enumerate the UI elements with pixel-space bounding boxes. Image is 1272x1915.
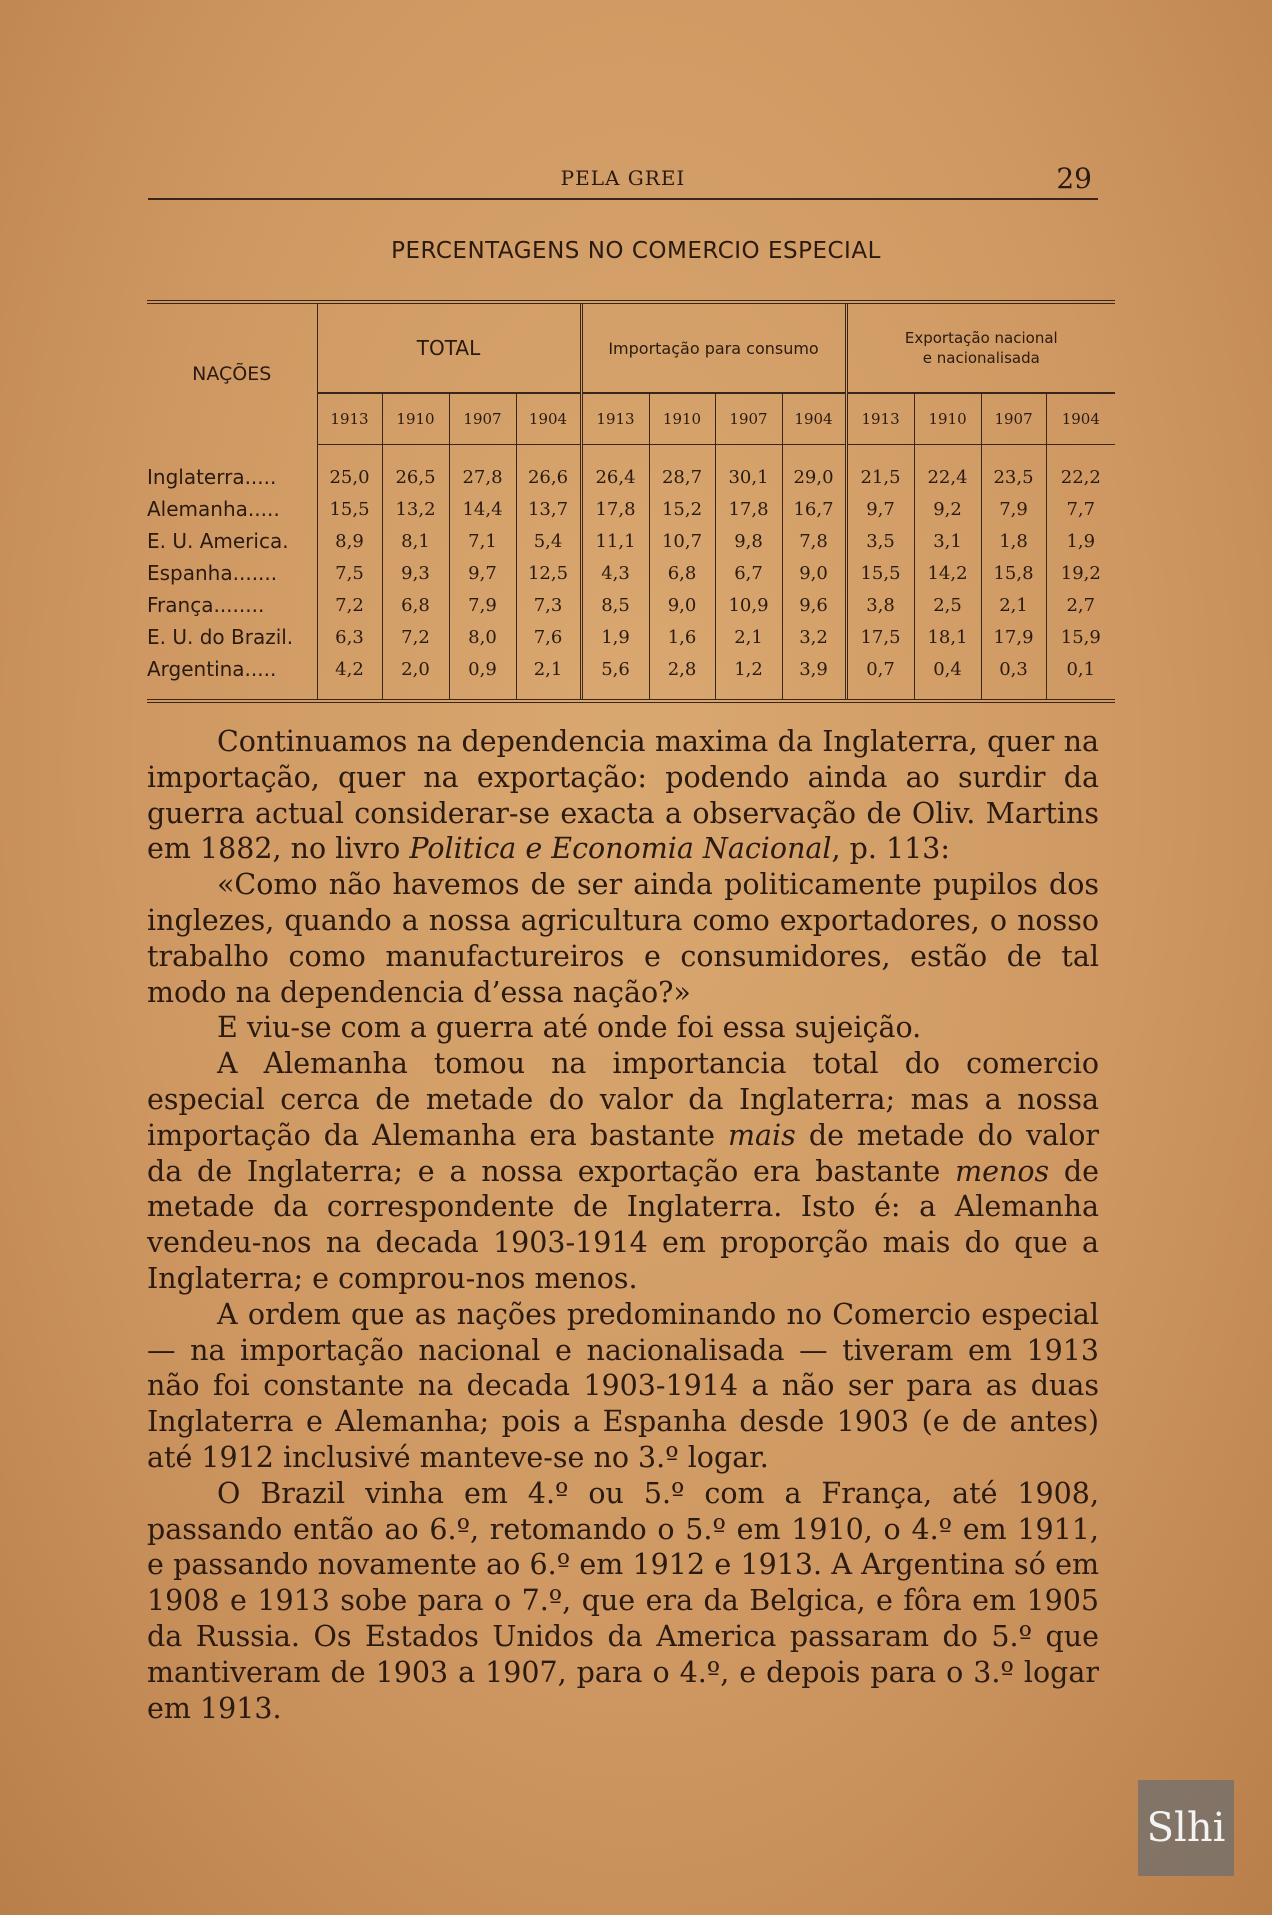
running-title: PELA GREI: [560, 166, 686, 190]
year-header: 1913: [846, 393, 914, 445]
year-header: 1913: [581, 393, 649, 445]
year-header: 1910: [649, 393, 715, 445]
table-cell: 3,1: [914, 525, 981, 557]
year-header: 1907: [981, 393, 1046, 445]
table-cell: 7,9: [981, 493, 1046, 525]
table-cell: 15,8: [981, 557, 1046, 589]
table-cell: 1,9: [1066, 530, 1096, 552]
table-cell: 9,2: [914, 493, 981, 525]
nation-name: Alemanha.....: [147, 493, 317, 525]
spacer-row: [147, 685, 1115, 701]
table-cell: 0,4: [914, 653, 981, 685]
table-cell: 19,2: [1060, 562, 1101, 584]
table-row: [147, 621, 1115, 653]
table-cell: 15,9: [1060, 626, 1101, 648]
table-cell: 23,5: [981, 461, 1046, 493]
table-cell: 14,2: [914, 557, 981, 589]
year-header: 1910: [382, 393, 449, 445]
table-cell: 3,9: [782, 653, 846, 685]
table-cell: 9,7: [449, 557, 516, 589]
table-cell: 29,0: [782, 461, 846, 493]
paragraph: Continuamos na dependencia maxima da Inglaterra, quer na importação, quer na exportação: podendo ainda ao surdir da guerra actual considerar-se exacta a observação de Oliv. Martins em 1882, no livro Politica e Economia Nacional, p. 113:: [147, 725, 1099, 866]
table-cell: 3,5: [846, 525, 914, 557]
table-row: [147, 525, 1115, 557]
total-group-header: TOTAL: [317, 302, 581, 393]
table-cell: 26,6: [516, 461, 581, 493]
table-row: [147, 493, 1115, 525]
table-cell: 9,7: [846, 493, 914, 525]
table-cell: 13,2: [382, 493, 449, 525]
table-cell: 26,5: [382, 461, 449, 493]
book-title: Politica e Economia Nacional: [409, 832, 832, 866]
table-cell: 1,9: [581, 621, 649, 653]
nation-name: Espanha.......: [147, 557, 317, 589]
table-cell: 9,3: [382, 557, 449, 589]
table-row: [147, 653, 1115, 685]
spacer-row: [147, 445, 1115, 462]
table-cell: 4,3: [581, 557, 649, 589]
table-cell: 9,6: [782, 589, 846, 621]
table-cell: 1,8: [981, 525, 1046, 557]
table-cell: 4,2: [317, 653, 382, 685]
table-cell: 7,1: [449, 525, 516, 557]
table-cell: 22,4: [914, 461, 981, 493]
table-row: [147, 589, 1115, 621]
table-cell: 6,8: [382, 589, 449, 621]
year-header: 1907: [449, 393, 516, 445]
nation-name: Inglaterra.....: [147, 461, 317, 493]
nation-name: Argentina.....: [147, 653, 317, 685]
exportacao-group-header: [846, 302, 1115, 393]
table-cell: 27,8: [449, 461, 516, 493]
table-cell: 3,2: [782, 621, 846, 653]
paragraph: E viu-se com a guerra até onde foi essa sujeição.: [217, 1011, 922, 1045]
table-cell: 10,7: [649, 525, 715, 557]
table-cell: 2,8: [649, 653, 715, 685]
body-text: [147, 724, 1099, 1726]
table-cell: 9,8: [715, 525, 782, 557]
table-cell: 1,6: [649, 621, 715, 653]
table-cell: 7,8: [782, 525, 846, 557]
table-cell: 7,2: [317, 589, 382, 621]
table-body: [147, 445, 1115, 702]
table-cell: 7,3: [516, 589, 581, 621]
paragraph: A Alemanha tomou na importancia total do comercio especial cerca de metade do valor da Inglaterra; mas a nossa importação da Alemanha era bastante mais de metade do valor da de Inglaterra; e a nossa exportação era bastante menos de metade da correspondente de Inglaterra. Isto é: a Alemanha vendeu-nos na decada 1903-1914 em proporção mais do que a Inglaterra; e comprou-nos menos.: [147, 1047, 1100, 1295]
statistics-table: [147, 300, 1115, 703]
table-cell: 11,1: [581, 525, 649, 557]
table-cell: 13,7: [516, 493, 581, 525]
table-cell: 6,7: [715, 557, 782, 589]
table-cell: 3,8: [846, 589, 914, 621]
page-header: [148, 162, 1098, 200]
nation-name: E. U. America.: [147, 525, 317, 557]
table-cell: 2,0: [382, 653, 449, 685]
importacao-group-header: Importação para consumo: [581, 302, 846, 393]
table-cell: 14,4: [449, 493, 516, 525]
table-cell: 26,4: [581, 461, 649, 493]
year-header: 1904: [1046, 393, 1115, 445]
table-cell: 17,8: [715, 493, 782, 525]
table-row: [147, 461, 1115, 493]
table-cell: 2,1: [516, 653, 581, 685]
table-cell: 17,9: [981, 621, 1046, 653]
table-cell: 0,7: [846, 653, 914, 685]
table-cell: 8,9: [317, 525, 382, 557]
table-title: PERCENTAGENS NO COMERCIO ESPECIAL: [391, 238, 881, 264]
year-header: 1913: [317, 393, 382, 445]
table-cell: 17,8: [581, 493, 649, 525]
group-header-row: [147, 302, 1115, 393]
library-watermark: Slhi: [1138, 1780, 1234, 1876]
table-cell: 5,6: [581, 653, 649, 685]
table-row: [147, 557, 1115, 589]
paragraph: O Brazil vinha em 4.º ou 5.º com a França, até 1908, passando então ao 6.º, retomando o 5.º em 1910, o 4.º em 1911, e passando novamente ao 6.º em 1912 e 1913. A Argentina só em 1908 e 1913 sobe para o 7.º, que era da Belgica, e fôra em 1905 da Russia. Os Estados Unidos da America passaram do 5.º que mantiveram de 1903 a 1907, para o 4.º, e depois para o 3.º logar em 1913.: [147, 1476, 1099, 1725]
year-header: 1907: [715, 393, 782, 445]
table-cell: 8,5: [581, 589, 649, 621]
page-number: 29: [1056, 162, 1092, 195]
table-cell: 28,7: [649, 461, 715, 493]
table-cell: 2,1: [715, 621, 782, 653]
year-header: 1910: [914, 393, 981, 445]
quote-paragraph: «Como não havemos de ser ainda politicamente pupilos dos inglezes, quando a nossa agricultura como exportadores, o nosso trabalho como manufactureiros e consumidores, estão de tal modo na dependencia d’essa nação?»: [147, 868, 1099, 1009]
table-cell: 8,0: [449, 621, 516, 653]
year-header: 1904: [782, 393, 846, 445]
table-cell: 30,1: [715, 461, 782, 493]
table-cell: 25,0: [317, 461, 382, 493]
table-cell: 15,2: [649, 493, 715, 525]
table-cell: 16,7: [782, 493, 846, 525]
table-cell: 5,4: [516, 525, 581, 557]
table-cell: 2,5: [914, 589, 981, 621]
table-cell: 0,3: [981, 653, 1046, 685]
table-cell: 6,8: [649, 557, 715, 589]
table-cell: 15,5: [317, 493, 382, 525]
nacoes-header: NAÇÕES: [147, 302, 317, 445]
table-cell: 0,1: [1066, 658, 1096, 680]
table-cell: 1,2: [715, 653, 782, 685]
nation-name: E. U. do Brazil.: [147, 621, 317, 653]
emphasis-menos: menos: [955, 1154, 1050, 1188]
table-cell: 12,5: [516, 557, 581, 589]
year-header: 1904: [516, 393, 581, 445]
table-cell: 18,1: [914, 621, 981, 653]
table-cell: 7,9: [449, 589, 516, 621]
table-cell: 2,7: [1066, 594, 1096, 616]
table-cell: 7,2: [382, 621, 449, 653]
table-cell: 10,9: [715, 589, 782, 621]
statistics-table-wrap: [147, 300, 1099, 703]
nation-name: França........: [147, 589, 317, 621]
table-cell: 7,7: [1066, 498, 1096, 520]
table-cell: 8,1: [382, 525, 449, 557]
table-cell: 6,3: [317, 621, 382, 653]
table-cell: 17,5: [846, 621, 914, 653]
table-cell: 7,6: [516, 621, 581, 653]
table-cell: 9,0: [782, 557, 846, 589]
table-cell: 2,1: [981, 589, 1046, 621]
table-cell: 22,2: [1060, 466, 1101, 488]
table-cell: 9,0: [649, 589, 715, 621]
table-cell: 7,5: [317, 557, 382, 589]
paragraph: A ordem que as nações predominando no Comercio especial — na importação nacional e nacionalisada — tiveram em 1913 não foi constante na decada 1903-1914 a não ser para as duas Inglaterra e Alemanha; pois a Espanha desde 1903 (e de antes) até 1912 inclusivé manteve-se no 3.º logar.: [147, 1297, 1099, 1474]
exportacao-header-line1: Exportação nacional: [904, 329, 1058, 347]
table-cell: 15,5: [846, 557, 914, 589]
table-cell: 0,9: [449, 653, 516, 685]
table-cell: 21,5: [846, 461, 914, 493]
exportacao-header-line2: e nacionalisada: [922, 349, 1040, 367]
emphasis-mais: mais: [728, 1118, 796, 1152]
